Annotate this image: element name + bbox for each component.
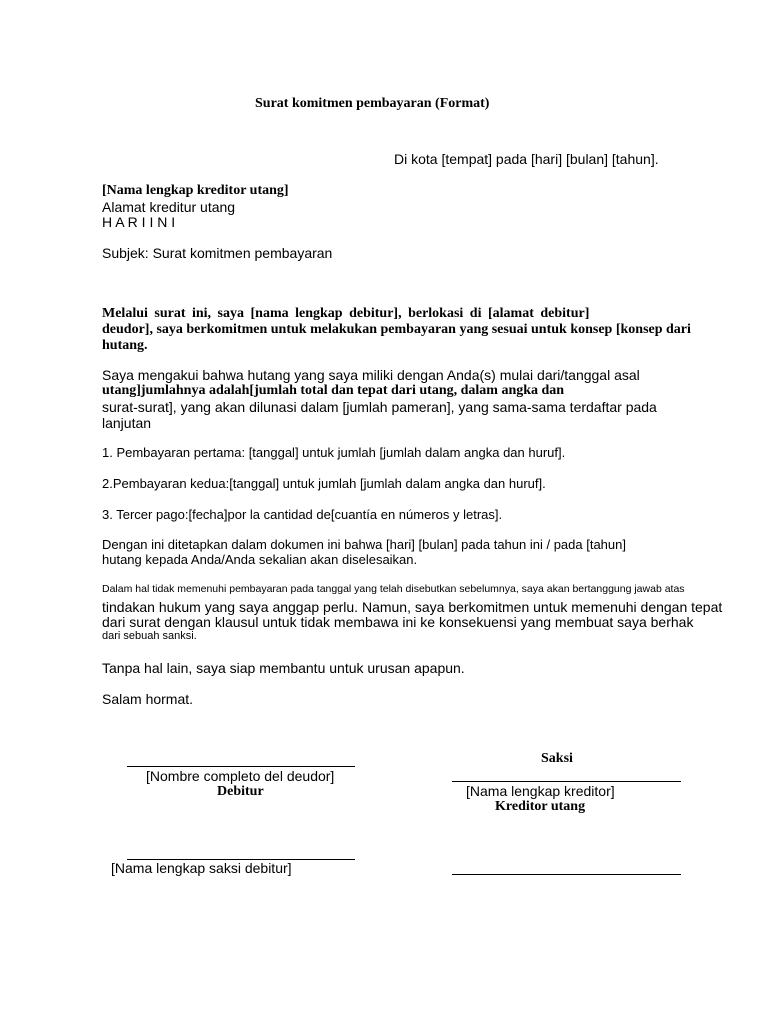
witness-heading: Saksi xyxy=(541,751,573,766)
settle-line-1: Dengan ini ditetapkan dalam dokumen ini bahwa [hari] [bulan] pada tahun ini / pada [tahun] xyxy=(102,537,626,552)
letter-title: Surat komitmen pembayaran (Format) xyxy=(255,96,490,111)
payment-item-2: 2.Pembayaran kedua:[tanggal] untuk jumlah [jumlah dalam angka dan huruf]. xyxy=(102,476,546,491)
subject-line: Subjek: Surat komitmen pembayaran xyxy=(102,245,333,261)
debtor-signature-line xyxy=(127,766,355,767)
creditor-name: [Nama lengkap kreditor utang] xyxy=(102,183,289,198)
payment-item-1: 1. Pembayaran pertama: [tanggal] untuk jumlah [jumlah dalam angka dan huruf]. xyxy=(102,445,566,460)
ack-line-3: surat-surat], yang akan dilunasi dalam [jumlah pameran], yang sama-sama terdaftar pada xyxy=(102,399,657,415)
settle-line-2: hutang kepada Anda/Anda sekalian akan diselesaikan. xyxy=(102,552,418,567)
closing-line-1: Tanpa hal lain, saya siap membantu untuk urusan apapun. xyxy=(102,660,465,676)
ack-line-2: utang]jumlahnya adalah[jumlah total dan tepat dari utang, dalam angka dan xyxy=(102,383,565,398)
ack-line-4: lanjutan xyxy=(102,415,152,431)
creditor-witness-signature-line xyxy=(452,874,681,875)
default-line-2: tindakan hukum yang saya anggap perlu. Namun, saya berkomitmen untuk memenuhi dengan tepat xyxy=(102,599,723,615)
closing-line-2: Salam hormat. xyxy=(102,691,194,707)
payment-item-3: 3. Tercer pago:[fecha]por la cantidad de[cuantía en números y letras]. xyxy=(102,507,503,522)
debtor-witness-name: [Nama lengkap saksi debitur] xyxy=(111,860,292,876)
creditor-role: Kreditor utang xyxy=(495,799,586,814)
intro-line-1: Melalui surat ini, saya [nama lengkap debitur], berlokasi di [alamat debitur] xyxy=(102,306,590,321)
creditor-address: Alamat kreditur utang xyxy=(102,199,236,215)
debtor-name: [Nombre completo del deudor] xyxy=(146,768,335,784)
default-line-4: dari sebuah sanksi. xyxy=(102,630,197,642)
today-line: H A R I I N I xyxy=(102,214,176,230)
creditor-signature-line xyxy=(452,781,681,782)
debtor-role: Debitur xyxy=(217,784,264,799)
intro-line-2: deudor], saya berkomitmen untuk melakukan pembayaran yang sesuai untuk konsep [konsep dari xyxy=(102,322,691,337)
ack-line-1: Saya mengakui bahwa hutang yang saya miliki dengan Anda(s) mulai dari/tanggal asal xyxy=(102,367,640,383)
intro-line-3: hutang. xyxy=(102,338,148,353)
default-line-1: Dalam hal tidak memenuhi pembayaran pada tanggal yang telah disebutkan sebelumnya, saya akan bertanggung jawab atas xyxy=(102,583,685,595)
creditor-signature-name: [Nama lengkap kreditor] xyxy=(466,783,615,799)
date-line: Di kota [tempat] pada [hari] [bulan] [tahun]. xyxy=(394,151,659,167)
default-line-3: dari surat dengan klausul untuk tidak membawa ini ke konsekuensi yang membuat saya berhak xyxy=(102,614,694,630)
